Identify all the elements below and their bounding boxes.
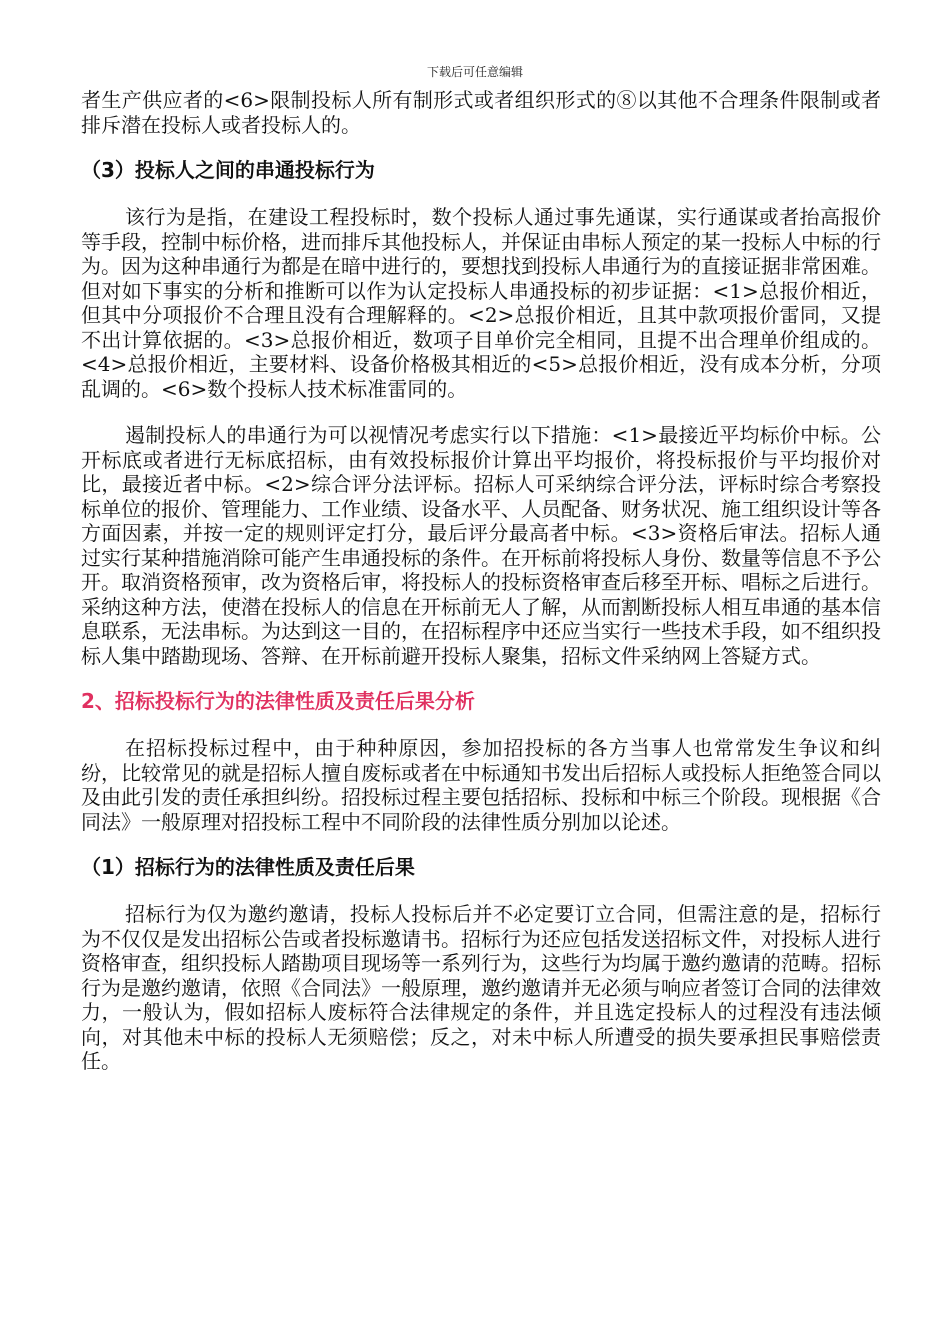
- page-header: 下载后可任意编辑: [426, 65, 523, 79]
- section-heading-legal-nature: 2、招标投标行为的法律性质及责任后果分析: [81, 689, 475, 713]
- paragraph-continued: 者生产供应者的<6>限制投标人所有制形式或者组织形式的⑧以其他不合理条件限制或者排斥潜在投标人或者投标人的。: [81, 88, 881, 137]
- subsection-heading-tender-nature: （1）招标行为的法律性质及责任后果: [81, 855, 415, 879]
- document-body: [81, 88, 881, 1074]
- paragraph-bidding-disputes: 在招标投标过程中，由于种种原因，参加招投标的各方当事人也常常发生争议和纠纷，比较常见的就是招标人擅自废标或者在中标通知书发出后招标人或投标人拒绝签合同以及由此引发的责任承担纠纷。招投标过程主要包括招标、投标和中标三个阶段。现根据《合同法》一般原理对招投标工程中不同阶段的法律性质分别加以论述。: [81, 736, 881, 834]
- paragraph-collusion-definition: 该行为是指，在建设工程投标时，数个投标人通过事先通谋，实行通谋或者抬高报价等手段，控制中标价格，进而排斥其他投标人，并保证由串标人预定的某一投标人中标的行为。因为这种串通行为都是在暗中进行的，要想找到投标人串通行为的直接证据非常困难。但对如下事实的分析和推断可以作为认定投标人串通投标的初步证据：<1>总报价相近，但其中分项报价不合理且没有合理解释的。<2>总报价相近，且其中款项报价雷同，又提不出计算依据的。<3>总报价相近，数项子目单价完全相同，且提不出合理单价组成的。<4>总报价相近，主要材料、设备价格极其相近的<5>总报价相近，没有成本分析，分项乱调的。<6>数个投标人技术标准雷同的。: [81, 205, 881, 401]
- paragraph-tender-invitation: 招标行为仅为邀约邀请，投标人投标后并不必定要订立合同，但需注意的是，招标行为不仅仅是发出招标公告或者投标邀请书。招标行为还应包括发送招标文件，对投标人进行资格审查，组织投标人踏勘项目现场等一系列行为，这些行为均属于邀约邀请的范畴。招标行为是邀约邀请，依照《合同法》一般原理，邀约邀请并无必须与响应者签订合同的法律效力，一般认为，假如招标人废标符合法律规定的条件，并且选定投标人的过程没有违法倾向，对其他未中标的投标人无须赔偿；反之，对未中标人所遭受的损失要承担民事赔偿责任。: [81, 902, 881, 1073]
- paragraph-collusion-measures: 遏制投标人的串通行为可以视情况考虑实行以下措施：<1>最接近平均标价中标。公开标底或者进行无标底招标，由有效投标报价计算出平均报价，将投标报价与平均报价对比，最接近者中标。<2>综合评分法评标。招标人可采纳综合评分法，评标时综合考察投标单位的报价、管理能力、工作业绩、设备水平、人员配备、财务状况、施工组织设计等各方面因素，并按一定的规则评定打分，最后评分最高者中标。<3>资格后审法。招标人通过实行某种措施消除可能产生串通投标的条件。在开标前将投标人身份、数量等信息不予公开。取消资格预审，改为资格后审，将投标人的投标资格审查后移至开标、唱标之后进行。采纳这种方法，使潜在投标人的信息在开标前无人了解，从而割断投标人相互串通的基本信息联系，无法串标。为达到这一目的，在招标程序中还应当实行一些技术手段，如不组织投标人集中踏勘现场、答辩、在开标前避开投标人聚集，招标文件采纳网上答疑方式。: [81, 423, 881, 668]
- subsection-heading-collusive-bidding: （3）投标人之间的串通投标行为: [81, 158, 375, 182]
